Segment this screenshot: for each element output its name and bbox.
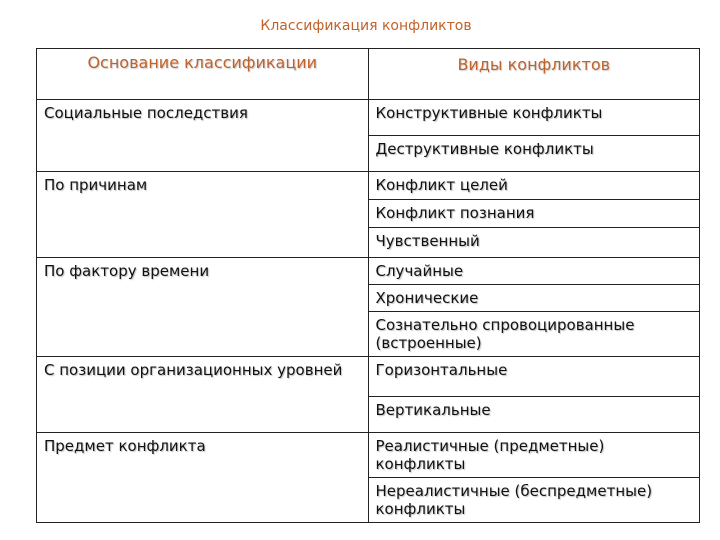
- type-cell: Вертикальные: [368, 397, 700, 433]
- basis-cell: По фактору времени: [37, 258, 369, 357]
- type-cell: Конструктивные конфликты: [368, 100, 700, 136]
- type-cell: Конфликт познания: [368, 200, 700, 228]
- table-row: [37, 258, 700, 285]
- type-cell: Сознательно спровоцированные (встроенные): [368, 312, 700, 357]
- type-cell: Нереалистичные (беспредметные) конфликты: [368, 478, 700, 523]
- header-basis: Основание классификации: [37, 49, 369, 100]
- table-row: [37, 433, 700, 478]
- table-row: [37, 172, 700, 200]
- type-cell: Деструктивные конфликты: [368, 136, 700, 172]
- basis-cell: С позиции организационных уровней: [37, 357, 369, 433]
- header-types: Виды конфликтов: [368, 49, 700, 100]
- header-row: [37, 49, 700, 100]
- type-cell: Горизонтальные: [368, 357, 700, 397]
- type-cell: Конфликт целей: [368, 172, 700, 200]
- basis-cell: Предмет конфликта: [37, 433, 369, 523]
- type-cell: Реалистичные (предметные) конфликты: [368, 433, 700, 478]
- type-cell: Хронические: [368, 285, 700, 312]
- classification-table: [36, 48, 700, 523]
- table-row: [37, 357, 700, 397]
- type-cell: Случайные: [368, 258, 700, 285]
- table-row: [37, 100, 700, 136]
- slide-title: Классификация конфликтов: [260, 18, 472, 34]
- type-cell: Чувственный: [368, 228, 700, 258]
- basis-cell: По причинам: [37, 172, 369, 258]
- basis-cell: Социальные последствия: [37, 100, 369, 172]
